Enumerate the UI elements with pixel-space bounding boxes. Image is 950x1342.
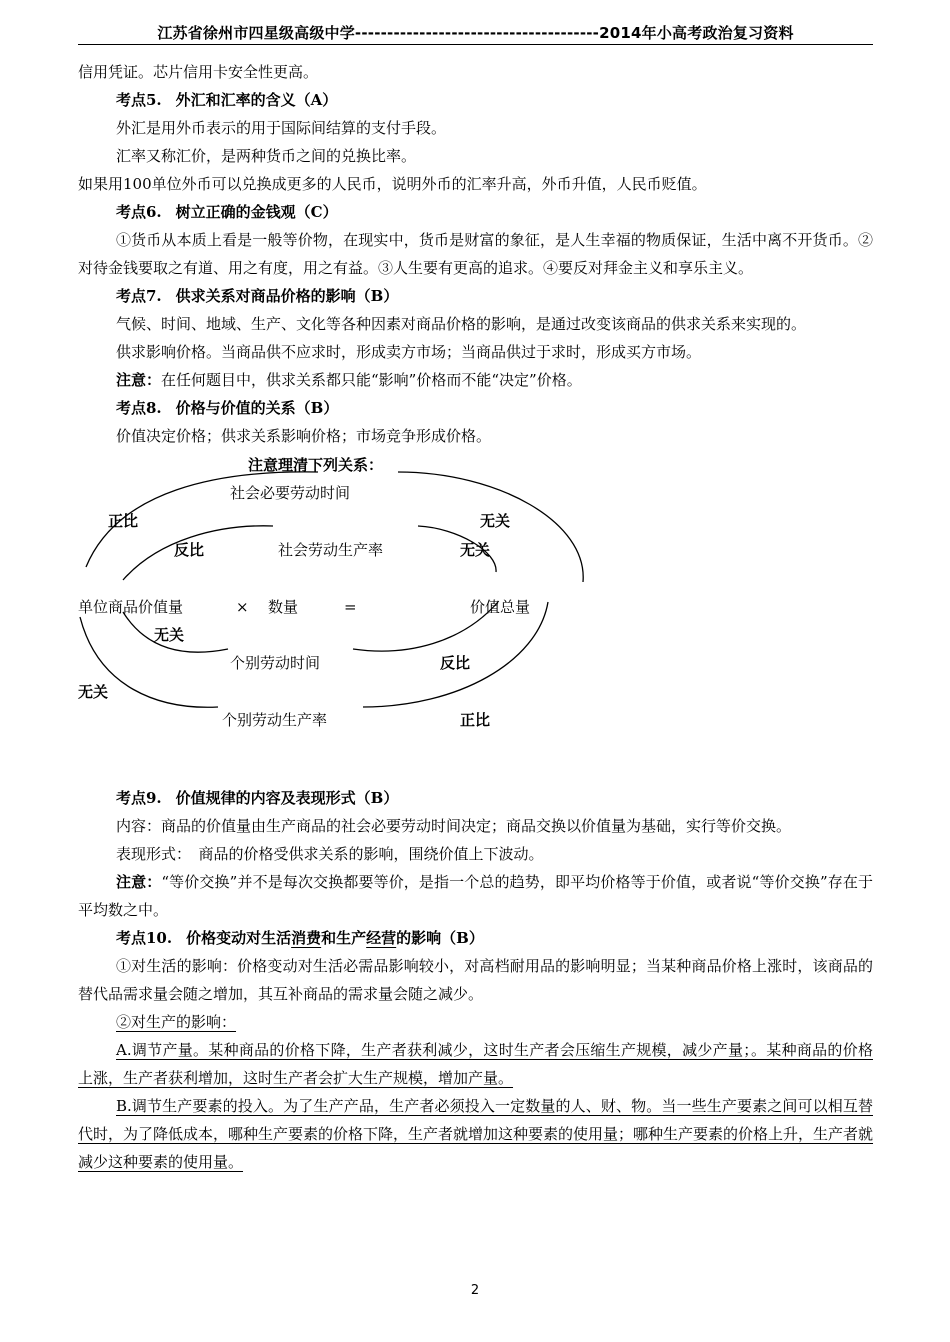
topic8-title: 价格与价值的关系（B） bbox=[175, 399, 339, 417]
node-quantity: 数量 bbox=[268, 598, 299, 616]
node-unit-commodity-value: 单位商品价值量 bbox=[78, 598, 184, 616]
topic6-number: 考点6. bbox=[116, 203, 162, 221]
topic9-note-label: 注意： bbox=[116, 873, 162, 891]
label-wuguan-upper-right: 无关 bbox=[460, 541, 491, 559]
topic7-p2: 供求影响价格。当商品供不应求时，形成卖方市场；当商品供过于求时，形成买方市场。 bbox=[116, 343, 702, 361]
topic10-heading bbox=[78, 924, 873, 952]
label-wuguan-lower-left: 无关 bbox=[154, 626, 185, 644]
header-rule bbox=[78, 44, 873, 45]
topic10-number: 考点10. bbox=[116, 929, 173, 947]
value-relationship-diagram bbox=[78, 456, 873, 762]
topic7-note-text: 在任何题目中，供求关系都只能“影响”价格而不能“决定”价格。 bbox=[161, 371, 582, 389]
node-social-necessary-labor-time: 社会必要劳动时间 bbox=[230, 484, 351, 502]
topic8-number: 考点8. bbox=[116, 399, 162, 417]
topic10-title-operation: 经营 bbox=[366, 929, 397, 947]
topic9-title: 价值规律的内容及表现形式（B） bbox=[175, 789, 399, 807]
label-zhengbi-top-left: 正比 bbox=[108, 512, 139, 530]
node-individual-labor-time: 个别劳动时间 bbox=[230, 654, 321, 672]
node-social-labor-productivity: 社会劳动生产率 bbox=[278, 541, 384, 559]
topic5-p3: 如果用100单位外币可以兑换成更多的人民币，说明外币的汇率升高，外币升值，人民币贬值。 bbox=[78, 175, 707, 193]
topic6-heading bbox=[78, 198, 873, 226]
topic9-note-text: “等价交换”并不是每次交换都要等价，是指一个总的趋势，即平均价格等于价值，或者说“等价交换”存在于平均数之中。 bbox=[78, 873, 873, 919]
topic7-number: 考点7. bbox=[116, 287, 162, 305]
topic10-p2-wrap bbox=[78, 1008, 873, 1036]
topic5-p1: 外汇是用外币表示的用于国际间结算的支付手段。 bbox=[116, 119, 447, 137]
topic10-p3: A.调节产量。某种商品的价格下降，生产者获利减少，这时生产者会压缩生产规模，减少产量；。某种商品的价格上涨，生产者获利增加，这时生产者会扩大生产规模，增加产量。 bbox=[78, 1041, 873, 1087]
topic10-title-consumption: 消费 bbox=[291, 929, 322, 947]
topic10-p4: B.调节生产要素的投入。为了生产产品，生产者必须投入一定数量的人、财、物。当一些生产要素之间可以相互替代时，为了降低成本，哪种生产要素的价格下降，生产者就增加这种要素的使用量；哪种生产要素的价格上升，生产者就减少这种要素的使用量。 bbox=[78, 1097, 874, 1171]
topic7-title: 供求关系对商品价格的影响（B） bbox=[175, 287, 399, 305]
label-wuguan-top-right: 无关 bbox=[480, 512, 511, 530]
label-zhengbi-bottom-right: 正比 bbox=[460, 711, 491, 729]
topic5-p2: 汇率又称汇价，是两种货币之间的兑换比率。 bbox=[116, 147, 417, 165]
node-individual-labor-productivity: 个别劳动生产率 bbox=[222, 711, 328, 729]
topic7-note bbox=[78, 366, 873, 394]
topic7-p1: 气候、时间、地域、生产、文化等各种因素对商品价格的影响，是通过改变该商品的供求关系来实现的。 bbox=[116, 315, 807, 333]
topic6-title: 树立正确的金钱观（C） bbox=[175, 203, 338, 221]
topic5-heading bbox=[78, 86, 873, 114]
topic10-p4-wrap bbox=[78, 1092, 873, 1176]
label-fanbi-upper-left: 反比 bbox=[174, 541, 205, 559]
intro-line: 信用凭证。芯片信用卡安全性更高。 bbox=[78, 63, 319, 81]
topic5-number: 考点5. bbox=[116, 91, 162, 109]
topic8-p1: 价值决定价格；供求关系影响价格；市场竞争形成价格。 bbox=[116, 427, 492, 445]
diagram-title: 注意理清下列关系： bbox=[248, 456, 384, 474]
label-wuguan-bottom-left: 无关 bbox=[78, 683, 109, 701]
topic6-p1: ①货币从本质上看是一般等价物，在现实中，货币是财富的象征，是人生幸福的物质保证，生活中离不开货币。②对待金钱要取之有道、用之有度，用之有益。③人生要有更高的追求。④要反对拜金主义和享乐主义。 bbox=[78, 231, 873, 277]
topic9-p2: 表现形式： 商品的价格受供求关系的影响，围绕价值上下波动。 bbox=[116, 845, 544, 863]
topic9-number: 考点9. bbox=[116, 789, 162, 807]
topic10-title-e: 的影响（B） bbox=[396, 929, 484, 947]
node-total-value: 价值总量 bbox=[470, 598, 531, 616]
page-number: 2 bbox=[470, 1283, 480, 1298]
topic10-title-c: 和生产 bbox=[321, 929, 367, 947]
page-content bbox=[78, 58, 873, 1176]
topic9-p1: 内容：商品的价值量由生产商品的社会必要劳动时间决定；商品交换以价值量为基础，实行等价交换。 bbox=[116, 817, 792, 835]
label-fanbi-lower-right: 反比 bbox=[440, 654, 471, 672]
topic10-title-a: 价格变动对生活 bbox=[186, 929, 292, 947]
topic5-title: 外汇和汇率的含义（A） bbox=[175, 91, 338, 109]
topic8-heading bbox=[78, 394, 873, 422]
topic9-heading bbox=[78, 784, 873, 812]
topic7-heading bbox=[78, 282, 873, 310]
topic10-p3-wrap bbox=[78, 1036, 873, 1092]
topic9-note bbox=[78, 868, 873, 924]
page-header: 江苏省徐州市四星级高级中学--------------------------------------2014年小高考政治复习资料 bbox=[157, 24, 794, 42]
topic10-p1: ①对生活的影响：价格变动对生活必需品影响较小，对高档耐用品的影响明显；当某种商品价格上涨时，该商品的替代品需求量会随之增加，其互补商品的需求量会随之减少。 bbox=[78, 957, 873, 1003]
symbol-equals: = bbox=[344, 598, 357, 616]
topic7-note-label: 注意： bbox=[116, 371, 162, 389]
symbol-times: × bbox=[236, 598, 249, 616]
topic10-p2: ②对生产的影响： bbox=[116, 1013, 237, 1031]
